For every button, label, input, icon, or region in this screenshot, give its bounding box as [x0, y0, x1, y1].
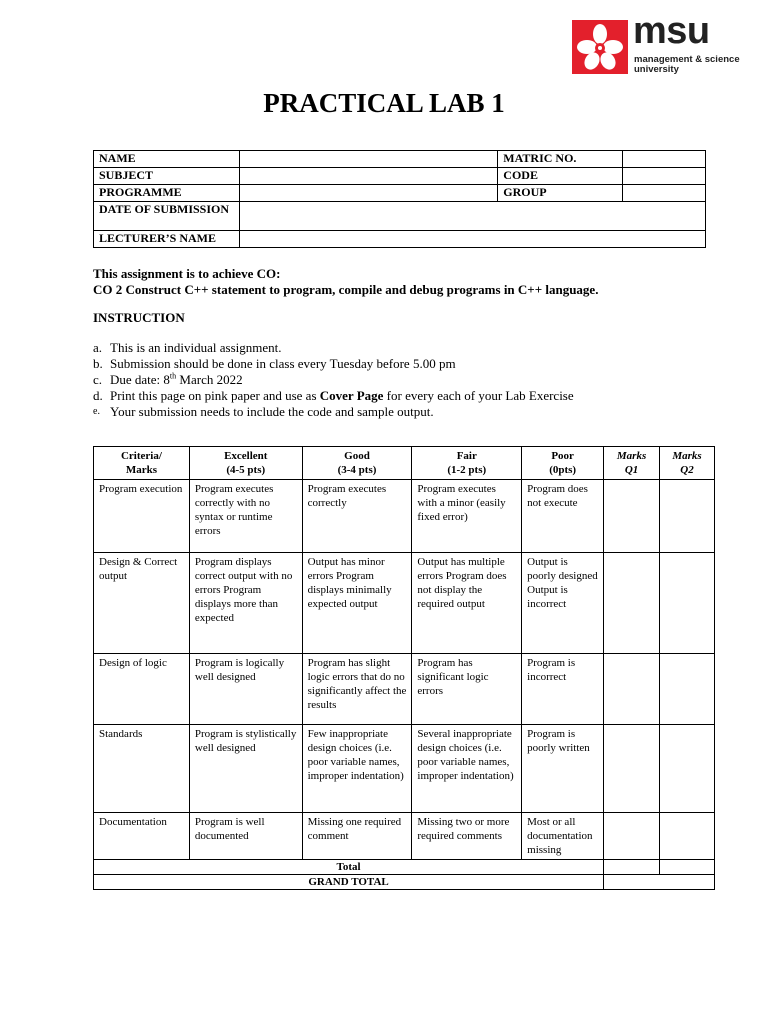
poor-cell: Output is poorly designed Output is incorrect — [522, 553, 604, 654]
grand-total-label: GRAND TOTAL — [94, 875, 604, 890]
good-header: Good (3-4 pts) — [302, 447, 412, 480]
code-field[interactable] — [623, 168, 706, 185]
excellent-cell: Program displays correct output with no errors Program displays more than expected — [189, 553, 302, 654]
instruction-list — [93, 340, 574, 420]
total-row — [94, 860, 715, 875]
good-cell: Few inappropriate design choices (i.e. poor variable names, improper indentation) — [302, 725, 412, 813]
list-item: a. This is an individual assignment. — [93, 340, 282, 355]
poor-cell: Program is poorly written — [522, 725, 604, 813]
excellent-cell: Program is well documented — [189, 813, 302, 860]
fair-cell: Missing two or more required comments — [412, 813, 522, 860]
list-item: b. Submission should be done in class every Tuesday before 5.00 pm — [93, 356, 456, 371]
good-cell: Output has minor errors Program displays minimally expected output — [302, 553, 412, 654]
instruction-heading: INSTRUCTION — [93, 310, 185, 325]
name-field[interactable] — [239, 151, 497, 168]
table-row — [94, 151, 706, 168]
marks-q2-cell[interactable] — [660, 813, 715, 860]
grand-total-cell[interactable] — [604, 875, 715, 890]
excellent-cell: Program is stylistically well designed — [189, 725, 302, 813]
marks-q2-cell[interactable] — [660, 654, 715, 725]
criteria-cell: Documentation — [94, 813, 190, 860]
excellent-cell: Program is logically well designed — [189, 654, 302, 725]
fair-header: Fair (1-2 pts) — [412, 447, 522, 480]
total-q2-cell[interactable] — [660, 860, 715, 875]
marks-q1-cell[interactable] — [604, 480, 660, 553]
list-item: d. Print this page on pink paper and use as Cover Page for every each of your Lab Exercise — [93, 388, 574, 403]
hibiscus-icon — [572, 20, 628, 74]
lecturer-field[interactable] — [239, 231, 705, 248]
marks-q1-cell[interactable] — [604, 654, 660, 725]
total-q1-cell[interactable] — [604, 860, 660, 875]
programme-field[interactable] — [239, 185, 497, 202]
fair-cell: Program has significant logic errors — [412, 654, 522, 725]
criteria-cell: Program execution — [94, 480, 190, 553]
table-row — [94, 185, 706, 202]
marks-q1-cell[interactable] — [604, 725, 660, 813]
poor-cell: Program does not execute — [522, 480, 604, 553]
programme-label: PROGRAMME — [94, 185, 240, 202]
msu-logo — [572, 10, 740, 76]
co-statement: CO 2 Construct C++ statement to program, compile and debug programs in C++ language. — [93, 282, 599, 297]
total-label: Total — [94, 860, 604, 875]
marks-q1-header: Marks Q1 — [604, 447, 660, 480]
list-item: c. Due date: 8th March 2022 — [93, 371, 243, 387]
lecturer-label: LECTURER’S NAME — [94, 231, 240, 248]
table-row — [94, 654, 715, 725]
date-field[interactable] — [239, 202, 705, 231]
subject-label: SUBJECT — [94, 168, 240, 185]
course-outcome — [93, 266, 598, 298]
logo-wordmark: msu — [633, 10, 710, 52]
rubric-table — [93, 446, 715, 890]
criteria-header: Criteria/ Marks — [94, 447, 190, 480]
table-row — [94, 480, 715, 553]
table-row — [94, 813, 715, 860]
grand-total-row — [94, 875, 715, 890]
marks-q2-header: Marks Q2 — [660, 447, 715, 480]
code-label: CODE — [498, 168, 623, 185]
poor-cell: Most or all documentation missing — [522, 813, 604, 860]
co-heading: This assignment is to achieve CO: — [93, 266, 281, 281]
criteria-cell: Design of logic — [94, 654, 190, 725]
student-info-table — [93, 150, 706, 248]
table-row — [94, 231, 706, 248]
marks-q2-cell[interactable] — [660, 480, 715, 553]
good-cell: Program has slight logic errors that do no significantly affect the results — [302, 654, 412, 725]
name-label: NAME — [94, 151, 240, 168]
table-row — [94, 553, 715, 654]
table-header-row — [94, 447, 715, 480]
logo-subtitle: management & science university — [634, 54, 740, 75]
good-cell: Missing one required comment — [302, 813, 412, 860]
matric-field[interactable] — [623, 151, 706, 168]
good-cell: Program executes correctly — [302, 480, 412, 553]
criteria-cell: Standards — [94, 725, 190, 813]
criteria-cell: Design & Correct output — [94, 553, 190, 654]
page-title: PRACTICAL LAB 1 — [263, 88, 505, 118]
excellent-cell: Program executes correctly with no syntax or runtime errors — [189, 480, 302, 553]
marks-q2-cell[interactable] — [660, 725, 715, 813]
poor-header: Poor (0pts) — [522, 447, 604, 480]
fair-cell: Program executes with a minor (easily fixed error) — [412, 480, 522, 553]
subject-field[interactable] — [239, 168, 497, 185]
fair-cell: Several inappropriate design choices (i.e. poor variable names, improper indentation) — [412, 725, 522, 813]
marks-q1-cell[interactable] — [604, 553, 660, 654]
date-label: DATE OF SUBMISSION — [94, 202, 240, 231]
group-field[interactable] — [623, 185, 706, 202]
excellent-header: Excellent (4-5 pts) — [189, 447, 302, 480]
marks-q2-cell[interactable] — [660, 553, 715, 654]
poor-cell: Program is incorrect — [522, 654, 604, 725]
marks-q1-cell[interactable] — [604, 813, 660, 860]
list-item: e. Your submission needs to include the code and sample output. — [93, 404, 434, 419]
group-label: GROUP — [498, 185, 623, 202]
fair-cell: Output has multiple errors Program does not display the required output — [412, 553, 522, 654]
matric-label: MATRIC NO. — [498, 151, 623, 168]
table-row — [94, 202, 706, 231]
table-row — [94, 725, 715, 813]
table-row — [94, 168, 706, 185]
